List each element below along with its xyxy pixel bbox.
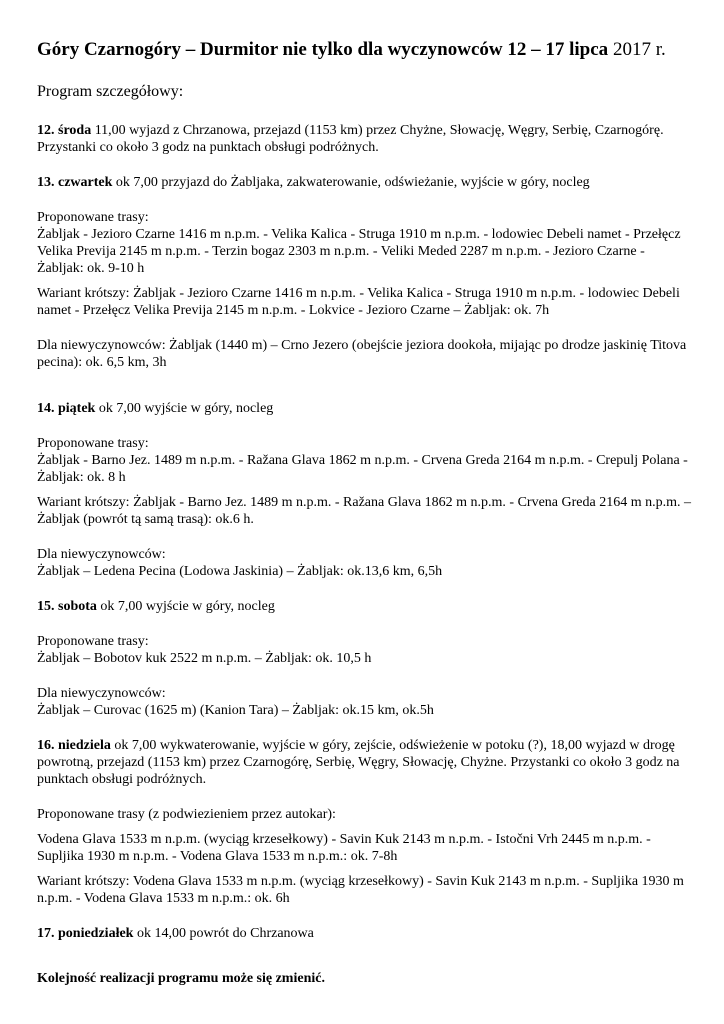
day-14-easy-heading: Dla niewyczynowców:	[37, 547, 166, 562]
day-14-route-short: Wariant krótszy: Żabljak - Barno Jez. 1489 m n.p.m. - Ražana Glava 1862 m n.p.m. - Crvena Greda 2164 m n.p.m. – Żabljak (powrót tą samą trasą): ok.6 h.	[37, 495, 691, 527]
day-15-routes-heading: Proponowane trasy:	[37, 634, 149, 649]
day-16-routes-heading: Proponowane trasy (z podwiezieniem przez autokar):	[37, 807, 336, 822]
day-13-paragraph	[37, 174, 692, 191]
day-12-text: 11,00 wyjazd z Chrzanowa, przejazd (1153 km) przez Chyżne, Słowację, Węgry, Serbię, Czarnogórę. Przystanki co około 3 godz na punktach obsługi podróżnych.	[37, 123, 664, 155]
day-13-route-short: Wariant krótszy: Żabljak - Jezioro Czarne 1416 m n.p.m. - Velika Kalica - Struga 1910 m n.p.m. - lodowiec Debeli namet - Przełęcz Velika Previja 2145 m n.p.m. - Lokvice - Jezioro Czarne – Żabljak: ok. 7h	[37, 286, 680, 318]
day-17-text: ok 14,00 powrót do Chrzanowa	[136, 926, 314, 941]
page-title	[37, 38, 692, 62]
day-14-routes	[37, 435, 692, 486]
day-16-text: ok 7,00 wykwaterowanie, wyjście w góry, zejście, odświeżenie w potoku (?), 18,00 wyjazd w drogę powrotną, przejazd (1153 km) przez Czarnogórę, Serbię, Węgry, Słowację, Chyżne. Przystanki co około 3 godz na punktach obsługi podróżnych.	[37, 738, 680, 787]
day-12-paragraph	[37, 122, 692, 156]
day-16-route-short: Wariant krótszy: Vodena Glava 1533 m n.p.m. (wyciąg krzesełkowy) - Savin Kuk 2143 m n.p.m. - Supljika 1930 m n.p.m. - Vodena Glava 1533 m n.p.m.: ok. 6h	[37, 874, 684, 906]
footer-note: Kolejność realizacji programu może się zmienić.	[37, 971, 325, 986]
day-13-routes	[37, 209, 692, 277]
day-14-easy	[37, 546, 692, 580]
day-15-easy	[37, 685, 692, 719]
day-15-route-easy: Żabljak – Curovac (1625 m) (Kanion Tara) – Żabljak: ok.15 km, ok.5h	[37, 703, 434, 718]
day-13-route-easy: Dla niewyczynowców: Żabljak (1440 m) – Crno Jezero (obejście jeziora dookoła, mijając po drodze jaskinię Titova pecina): ok. 6,5 km, 3h	[37, 338, 687, 370]
title-year: 2017 r.	[612, 39, 666, 60]
day-13-route-main: Żabljak - Jezioro Czarne 1416 m n.p.m. - Velika Kalica - Struga 1910 m n.p.m. - lodowiec Debeli namet - Przełęcz Velika Previja 2145 m n.p.m. - Terzin bogaz 2303 m n.p.m. - Veliki Meded 2287 m n.p.m. - Jezioro Czarne - Żabljak: ok. 9-10 h	[37, 227, 681, 276]
day-15-paragraph	[37, 598, 692, 615]
day-13-routes-heading: Proponowane trasy:	[37, 210, 149, 225]
day-14-paragraph	[37, 400, 692, 417]
day-17-paragraph	[37, 925, 692, 942]
day-16-label: 16. niedziela	[37, 738, 111, 753]
day-15-routes	[37, 633, 692, 667]
day-14-route-main: Żabljak - Barno Jez. 1489 m n.p.m. - Ražana Glava 1862 m n.p.m. - Crvena Greda 2164 m n.p.m. - Crepulj Polana - Żabljak: ok. 8 h	[37, 453, 688, 485]
day-16-route-main: Vodena Glava 1533 m n.p.m. (wyciąg krzesełkowy) - Savin Kuk 2143 m n.p.m. - Istočni Vrh 2445 m n.p.m. - Supljika 1930 m n.p.m. - Vodena Glava 1533 m n.p.m.: ok. 7-8h	[37, 832, 651, 864]
day-12-label: 12. środa	[37, 123, 92, 138]
day-13-label: 13. czwartek	[37, 175, 113, 190]
day-14-label: 14. piątek	[37, 401, 96, 416]
day-17-label: 17. poniedziałek	[37, 926, 134, 941]
day-15-easy-heading: Dla niewyczynowców:	[37, 686, 166, 701]
day-13-text: ok 7,00 przyjazd do Żabljaka, zakwaterowanie, odświeżanie, wyjście w góry, nocleg	[115, 175, 590, 190]
day-15-route-main: Żabljak – Bobotov kuk 2522 m n.p.m. – Żabljak: ok. 10,5 h	[37, 651, 372, 666]
day-15-label: 15. sobota	[37, 599, 97, 614]
title-text: Góry Czarnogóry – Durmitor nie tylko dla wyczynowców 12 – 17 lipca	[37, 39, 609, 60]
day-16-paragraph	[37, 737, 692, 788]
day-15-text: ok 7,00 wyjście w góry, nocleg	[100, 599, 275, 614]
program-heading: Program szczegółowy:	[37, 83, 184, 100]
day-14-text: ok 7,00 wyjście w góry, nocleg	[98, 401, 274, 416]
day-14-route-easy: Żabljak – Ledena Pecina (Lodowa Jaskinia) – Żabljak: ok.13,6 km, 6,5h	[37, 564, 443, 579]
day-14-routes-heading: Proponowane trasy:	[37, 436, 149, 451]
